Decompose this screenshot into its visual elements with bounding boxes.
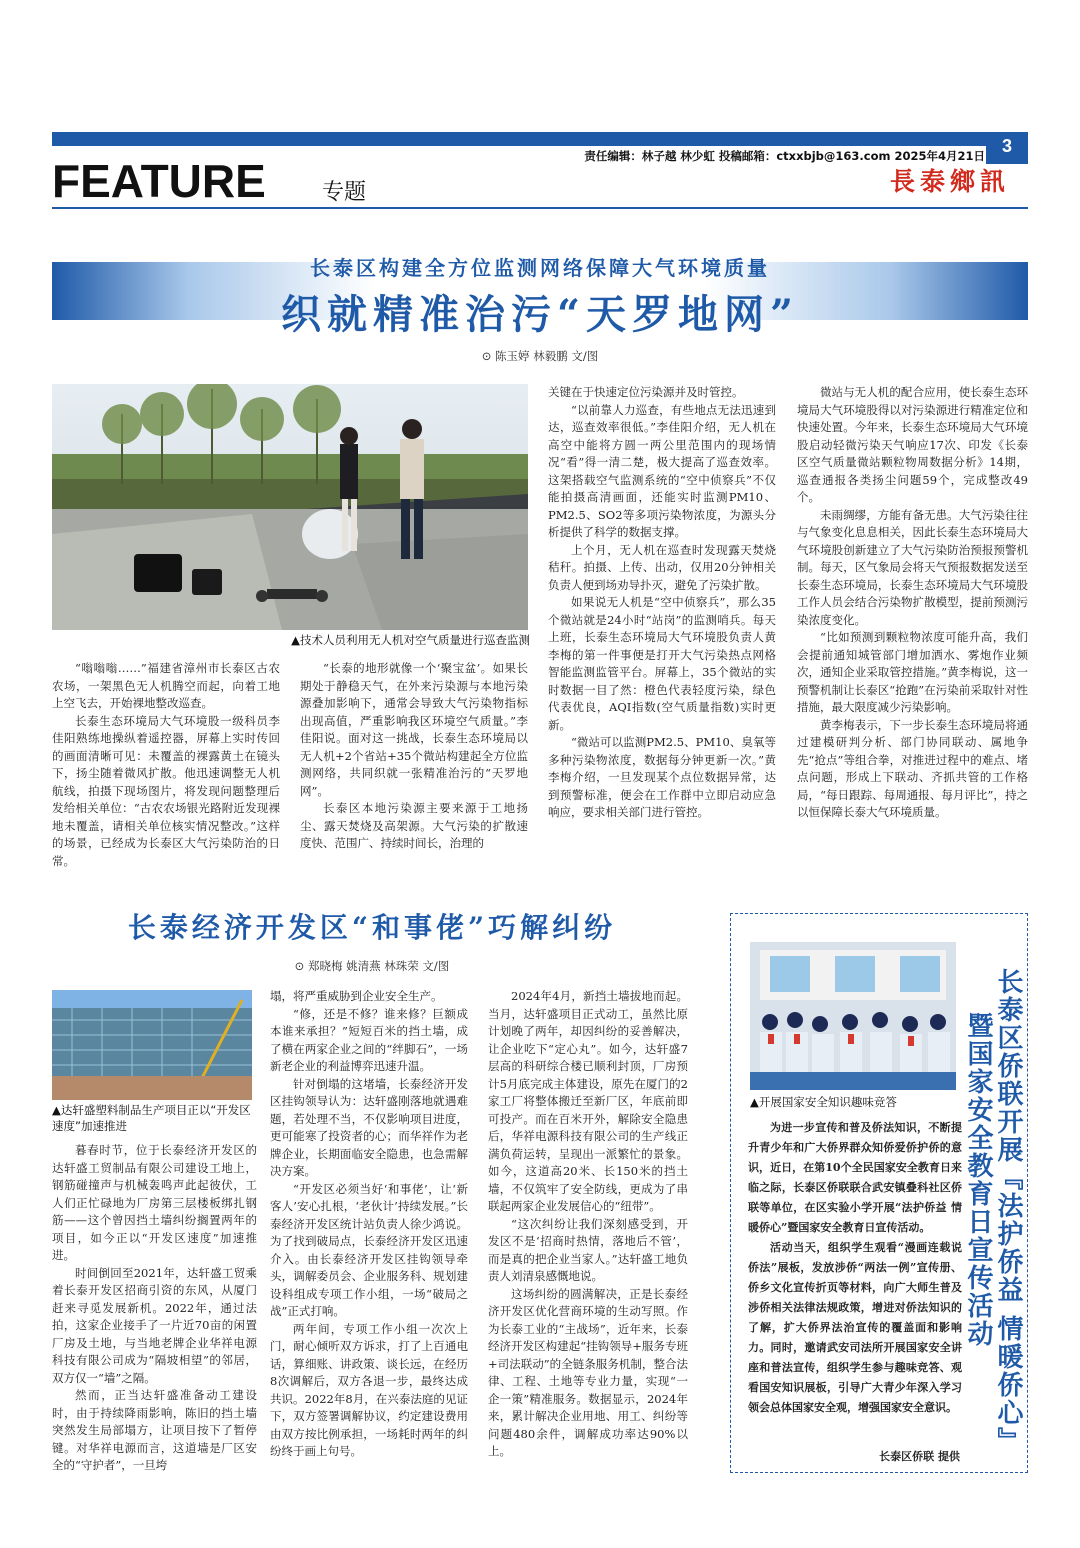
paragraph: “以前靠人力巡查，有些地点无法迅速到达，巡查效率很低。”李佳阳介绍，无人机在高空中能将方圆一两公里范围内的现场情况“看”得一清二楚，极大提高了巡查效率。这架搭载空气监测系统的“空中侦察兵”不仅能拍摄高清画面，还能实时监测PM10、PM2.5、SO2等多项污染物浓度，为源头分析提供了科学的数据支撑。: [548, 402, 776, 539]
article2-title: 长泰经济开发区“和事佬”巧解纠纷: [127, 911, 617, 944]
drone-photo-illustration: [52, 384, 528, 630]
section-title-en: FEATURE: [52, 155, 266, 207]
header-divider: [52, 207, 1028, 209]
page-number: 3: [986, 132, 1028, 164]
paragraph: “嗡嗡嗡……”福建省漳州市长泰区古农农场，一架黑色无人机腾空而起，向着工地上空飞去，开始裸地整改巡查。: [52, 661, 280, 710]
article3-photo-caption: ▲开展国家安全知识趣味竞答: [750, 1095, 897, 1109]
article1-col1: [52, 660, 280, 876]
quiz-photo: [750, 942, 956, 1090]
construction-photo-illustration: [52, 990, 252, 1100]
article3-credit: 长泰区侨联 提供: [879, 1450, 960, 1463]
article2-col3: [488, 988, 688, 1472]
paragraph: 长泰生态环境局大气环境股一级科员李佳阳熟练地操纵着遥控器，屏幕上实时传回的画面清晰可见：未覆盖的裸露黄土在镜头下，扬尘随着微风扩散。他迅速调整无人机航线，拍摄下现场图片，将发现问题整理后发给相关单位：“古农农场银光路附近发现裸地未覆盖，请相关单位核实情况整改。”这样的场景，已经成为长泰区大气污染防治的日常。: [52, 713, 280, 868]
paragraph: “长泰的地形就像一个‘聚宝盆’。如果长期处于静稳天气，在外来污染源与本地污染源叠加影响下，通常会导致大气污染物指标出现高值，严重影响我区环境空气质量。”李佳阳说。面对这一挑战，长泰生态环境局以无人机+2个省站+35个微站构建起全方位监测网络，共同织就一张精准治污的“天罗地网”。: [300, 661, 528, 798]
paragraph: 长泰区本地污染源主要来源于工地扬尘、露天焚烧及高架源。大气污染的扩散速度快、范围广、持续时间长，治理的: [300, 801, 528, 850]
masthead-logo: 長泰鄉訊: [889, 167, 1010, 196]
paragraph: 2024年4月，新挡土墙拔地而起。当月，达轩盛项目正式动工，虽然比原计划晚了两年，却因纠纷的妥善解决，让企业吃下“定心丸”。如今，达轩盛7层高的科研综合楼已顺利封顶，厂房预计5月底完成主体建设，原先在厦门的2家工厂将整体搬迁至新厂区，年底前即可投产。而在百米开外，解除安全隐患后，华祥电源科技有限公司的生产线正满负荷运转，呈现出一派繁忙的景象。如今，这道高20米、长150米的挡土墙，不仅筑牢了安全防线，更成为了串联起两家企业发展信心的“纽带”。: [488, 989, 688, 1213]
article2-photo-caption: ▲达轩盛塑料制品生产项目正以“开发区速度”加速推进: [52, 1103, 251, 1133]
article1-col4: [797, 384, 1028, 876]
article2-col1: [52, 1142, 257, 1472]
paragraph: 两年间，专项工作小组一次次上门，耐心倾听双方诉求，打了上百通电话，算细账、讲政策、谈长远，在经历8次调解后，双方各退一步，最终达成共识。2022年8月，在兴泰法庭的见证下，双方签署调解协议，约定建设费用由双方按比例承担，一场耗时两年的纠纷终于画上句号。: [270, 1321, 468, 1458]
article1-photo-caption: ▲技术人员利用无人机对空气质量进行巡查监测: [291, 633, 530, 647]
paragraph: 黄李梅表示，下一步长泰生态环境局将通过建模研判分析、部门协同联动、属地争先“抢点”等组合拳，对推进过程中的难点、堵点问题，形成上下联动、齐抓共管的工作格局，“每日跟踪、每周通报、每月评比”，持之以恒保障长泰大气环境质量。: [797, 717, 1028, 819]
paragraph: 这场纠纷的圆满解决，正是长泰经济开发区优化营商环境的生动写照。作为长泰工业的“主战场”，近年来，长泰经济开发区构建起“挂钩领导+服务专班+司法联动”的全链条服务机制，整合法律、工程、土地等专业力量，实现“一企一策”精准服务。数据显示，2024年来，累计解决企业用地、用工、纠纷等问题480余件，调解成功率达90%以上。: [488, 1286, 688, 1458]
paragraph: “微站可以监测PM2.5、PM10、臭氧等多种污染物浓度，数据每分钟更新一次。”黄李梅介绍，一旦发现某个点位数据异常，达到预警标准，便会在工作群中立即启动应急响应，要求相关部门进行管控。: [548, 735, 776, 819]
section-title-cn: 专题: [322, 180, 367, 205]
paragraph: 然而，正当达轩盛准备动工建设时，由于持续降雨影响，陈旧的挡土墙突然发生局部塌方，让项目按下了暂停键。对华祥电源而言，这道墙是厂区安全的“守护者”，一旦垮: [52, 1388, 257, 1472]
paragraph: 活动当天，组织学生观看“漫画连载说侨法”展板，发放涉侨“两法一例”宣传册、侨乡文化宣传折页等材料，向广大师生普及涉侨相关法律法规政策，增进对侨法知识的了解，扩大侨界法治宣传的覆盖面和影响力。同时，邀请武安司法所开展国家安全讲座和普法宣传，组织学生参与趣味竞答、观看国安知识展板，引导广大青少年深入学习领会总体国家安全观，增强国家安全意识。: [748, 1241, 962, 1414]
drone-photo: [52, 384, 528, 630]
article1-title: 织就精准治污“天罗地网”: [280, 291, 799, 338]
article1-byline: ⊙ 陈玉婷 林毅鹏 文/图: [481, 349, 599, 363]
paragraph: 关键在于快速定位污染源并及时管控。: [548, 385, 744, 399]
paragraph: 为进一步宣传和普及侨法知识，不断提升青少年和广大侨界群众知侨爱侨护侨的意识，近日，在第10个全民国家安全教育日来临之际，长泰区侨联联合武安镇叠科社区侨联等单位，在区实验小学开展“法护侨益 情暖侨心”暨国家安全教育日宣传活动。: [748, 1121, 962, 1234]
article2-byline: ⊙ 郑晓梅 姚清燕 林珠荣 文/图: [294, 959, 450, 973]
paragraph: 时间倒回至2021年，达轩盛工贸乘着长泰开发区招商引资的东风，从厦门赶来寻觅发展新机。2022年，通过法拍，这家企业接手了一片近70亩的闲置厂房及土地，与当地老牌企业华祥电源科技有限公司成为“隔坡相望”的邻居，双方仅一“墙”之隔。: [52, 1265, 257, 1385]
construction-photo: [52, 990, 252, 1100]
paragraph: 针对倒塌的这堵墙，长泰经济开发区挂钩领导认为：达轩盛刚落地就遇难题，若处理不当，不仅影响项目进度，更可能寒了投资者的心；而华祥作为老牌企业，长期面临安全隐患，也急需解决方案。: [270, 1076, 468, 1178]
header-top-bar: [52, 132, 1028, 146]
editor-line: 责任编辑：林子越 林少虹 投稿邮箱：ctxxbjb@163.com 2025年4月21日: [584, 149, 985, 163]
article1-col3: [548, 384, 776, 876]
article2-col2: [270, 988, 468, 1472]
paragraph: 暮春时节，位于长泰经济开发区的达轩盛工贸制品有限公司建设工地上，钢筋碰撞声与机械轰鸣声此起彼伏，工人们正忙碌地为厂房第三层楼板绑扎钢筋——这个曾因挡土墙纠纷搁置两年的项目，如今正以“开发区速度”加速推进。: [52, 1143, 257, 1262]
article3-body: [748, 1118, 962, 1444]
paragraph: 未雨绸缪，方能有备无患。大气污染往往与气象变化息息相关，因此长泰生态环境局大气环境股创新建立了大气污染防治预报预警机制。每天，区气象局会将天气预报数据发送至长泰生态环境局，长泰生态环境局大气环境股工作人员会结合污染物扩散模型，提前预测污染浓度变化。: [797, 507, 1028, 627]
paragraph: 塌，将严重威胁到企业安全生产。: [270, 989, 443, 1003]
article1-col2: [300, 660, 528, 876]
article1-subtitle: 长泰区构建全方位监测网络保障大气环境质量: [310, 256, 770, 280]
paragraph: 如果说无人机是“空中侦察兵”，那么35个微站就是24小时“站岗”的监测哨兵。每天上班，长泰生态环境局大气环境股负责人黄李梅的第一件事便是打开大气污染热点网格智能监测监管平台。屏幕上，35个微站的实时数据一目了然：橙色代表轻度污染，绿色代表优良，AQI指数(空气质量指数)实时更新。: [548, 595, 776, 732]
paragraph: 上个月，无人机在巡查时发现露天焚烧秸秆。拍摄、上传、出动，仅用20分钟相关负责人便到场劝导扑灭，避免了污染扩散。: [548, 542, 776, 592]
paragraph: “这次纠纷让我们深刻感受到，开发区不是‘招商时热情，落地后不管’，而是真的把企业当家人。”达轩盛工地负责人刘清泉感慨地说。: [488, 1216, 688, 1283]
paragraph: “开发区必须当好‘和事佬’，让‘新客人’安心扎根，‘老伙计’持续发展。”长泰经济开发区统计站负责人徐少鸿说。为了找到破局点，长泰经济开发区迅速介入。由长泰经济开发区挂钩领导牵头，调解委员会、企业服务科、规划建设科组成专项工作小组，一场“破局之战”正式打响。: [270, 1181, 468, 1318]
paragraph: 微站与无人机的配合应用，使长泰生态环境局大气环境股得以对污染源进行精准定位和快速处置。今年来，长泰生态环境局大气环境股启动轻微污染天气响应17次、印发《长泰区空气质量微站颗粒物周数据分析》14期，巡查通报各类扬尘问题59个，完成整改49个。: [797, 385, 1028, 504]
paragraph: “修，还是不修？谁来修？巨额成本谁来承担？”短短百米的挡土墙，成了横在两家企业之间的“绊脚石”，一场新老企业的利益博弈迅速升温。: [270, 1006, 468, 1073]
article3-title-line2: 暨国家安全教育日宣传活动: [963, 1012, 993, 1348]
quiz-photo-illustration: [750, 942, 956, 1090]
paragraph: “比如预测到颗粒物浓度可能升高，我们会提前通知城管部门增加洒水、雾炮作业频次，通知企业采取管控措施。”黄李梅说，这一预警机制让长泰区“抢跑”在污染前采取针对性措施，最大限度减少污染影响。: [797, 630, 1028, 714]
article3-title-line1: 长泰区侨联开展『法护侨益 情暖侨心』: [993, 968, 1023, 1456]
